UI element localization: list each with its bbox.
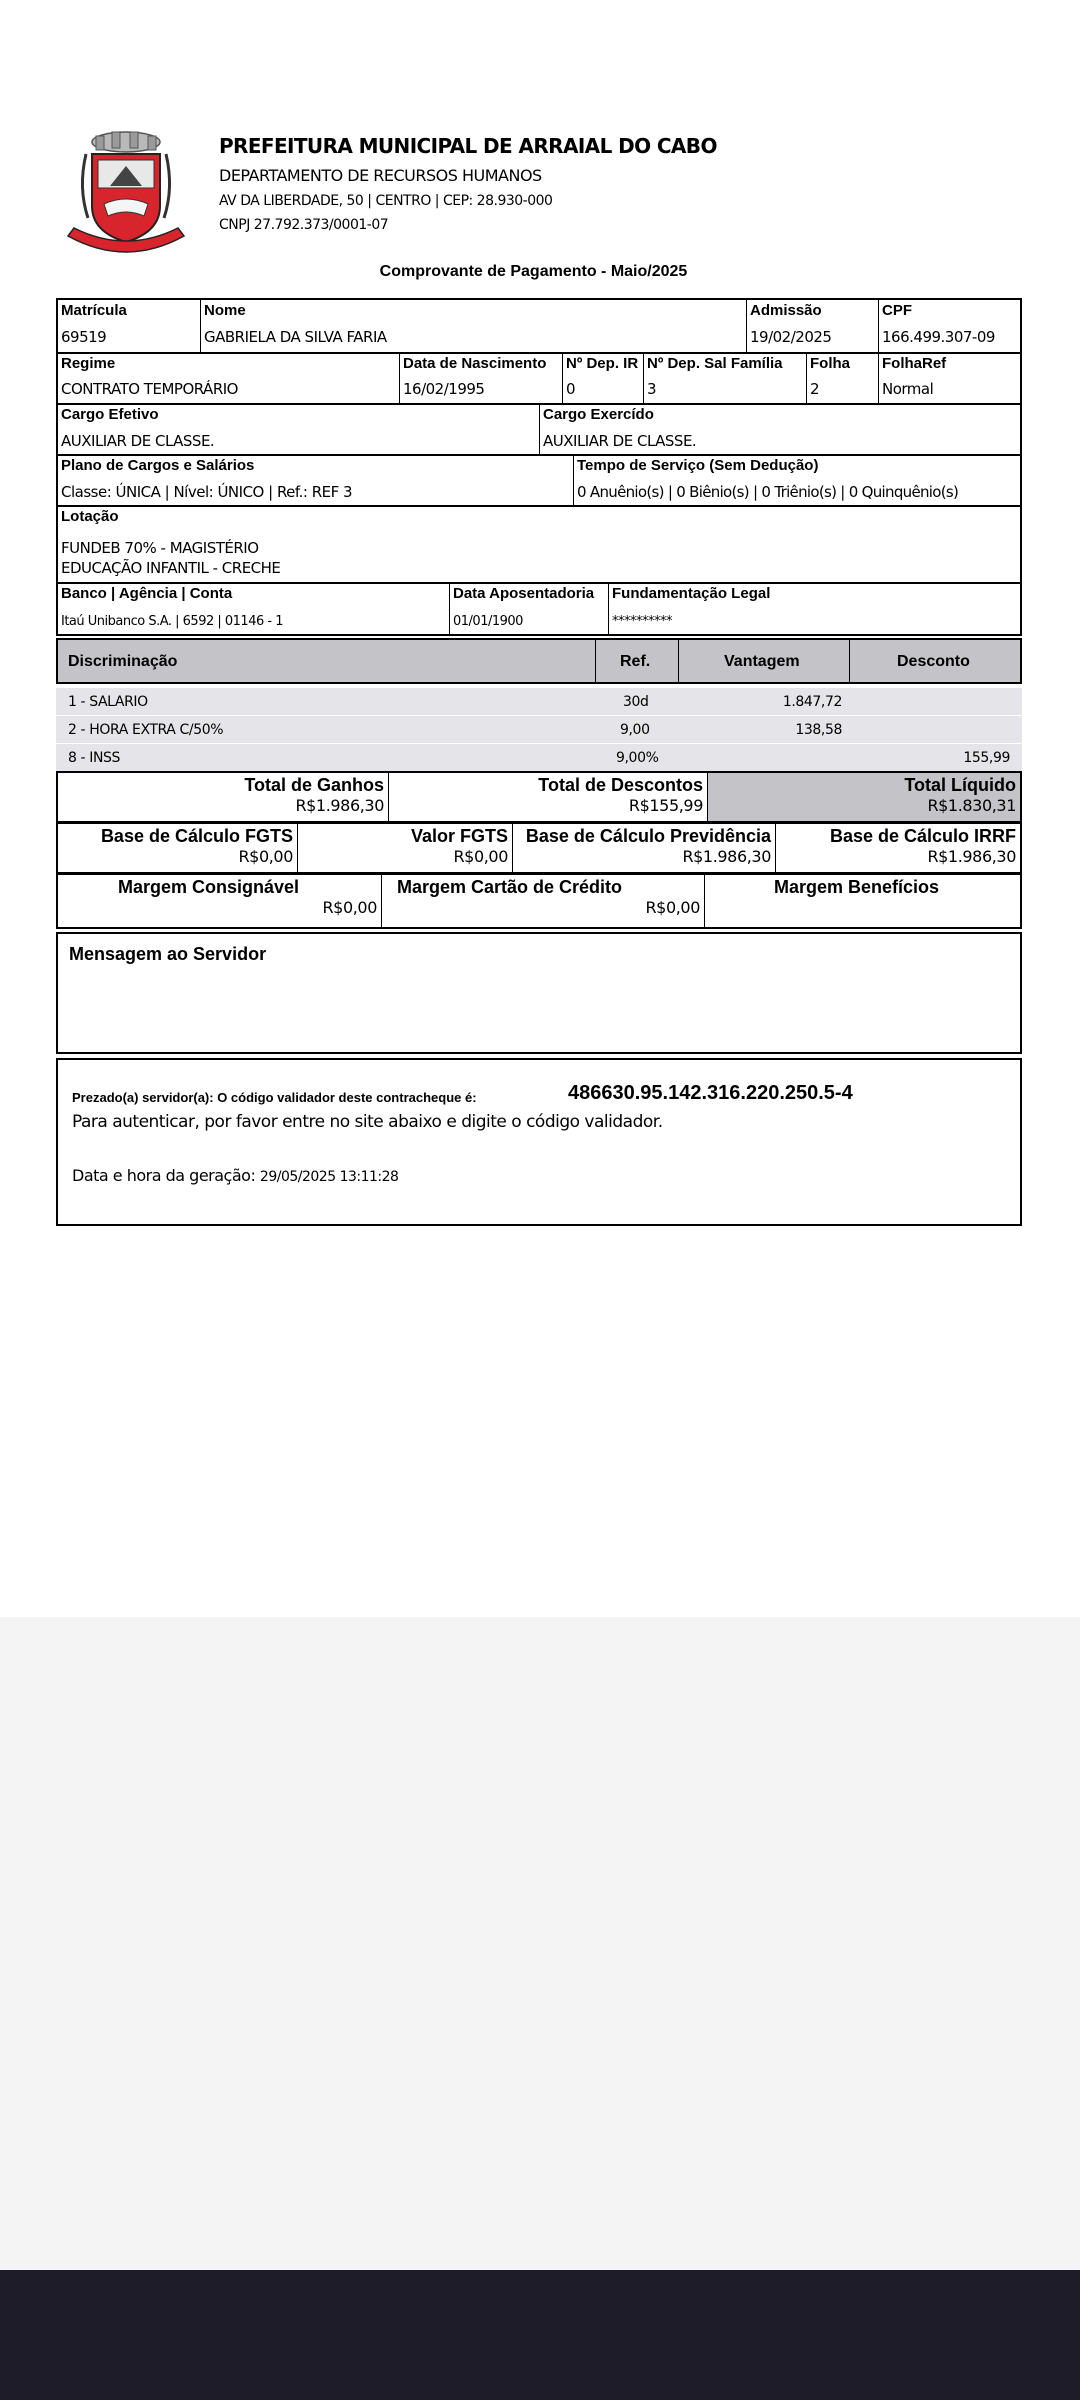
matricula-value: 69519 — [61, 328, 107, 346]
plano-cell — [58, 455, 574, 505]
folharef-label: FolhaRef — [882, 355, 947, 372]
servidor-info-table — [56, 298, 1022, 636]
row-desc: 2 - HORA EXTRA C/50% — [68, 722, 224, 738]
lotacao-cell — [58, 506, 1024, 582]
regime-value: CONTRATO TEMPORÁRIO — [61, 380, 238, 398]
fgts-valor-value: R$0,00 — [453, 847, 508, 866]
ref-header: Ref. — [620, 653, 651, 670]
cargo-efetivo-label: Cargo Efetivo — [61, 406, 159, 423]
prev-base-value: R$1.986,30 — [682, 847, 771, 866]
dep-ir-label: Nº Dep. IR — [566, 355, 639, 372]
total-descontos-label: Total de Descontos — [538, 775, 703, 795]
margem-consig-label: Margem Consignável — [118, 877, 300, 897]
row-vantagem: 138,58 — [795, 722, 842, 738]
validador-code: 486630.95.142.316.220.250.5-4 — [568, 1082, 853, 1104]
bottom-bar — [0, 2270, 1080, 2400]
address-line: AV DA LIBERDADE, 50 | CENTRO | CEP: 28.930-000 — [219, 193, 553, 209]
dep-sal-label: Nº Dep. Sal Família — [647, 355, 783, 372]
dep-ir-cell — [563, 353, 644, 403]
margem-consig-value: R$0,00 — [322, 898, 377, 917]
comprovante-title: Comprovante de Pagamento - Maio/2025 — [379, 263, 688, 280]
lotacao-label: Lotação — [61, 508, 119, 525]
row-desc: 1 - SALARIO — [68, 694, 148, 710]
folha-cell — [807, 353, 879, 403]
row-desc: 8 - INSS — [68, 750, 121, 766]
margem-consig-cell — [58, 875, 382, 927]
folharef-value: Normal — [882, 380, 934, 398]
prev-base-label: Base de Cálculo Previdência — [525, 826, 771, 846]
cpf-label: CPF — [882, 302, 912, 319]
bases-table — [56, 822, 1022, 874]
discriminacao-header — [56, 638, 1022, 684]
generation-label: Data e hora da geração: — [72, 1166, 260, 1185]
row-ref: 30d — [623, 694, 649, 710]
total-ganhos-cell — [58, 773, 389, 821]
cargo-exercido-cell — [540, 404, 1024, 454]
tempo-label: Tempo de Serviço (Sem Dedução) — [577, 457, 819, 474]
mensagem-title: Mensagem ao Servidor — [69, 944, 267, 964]
admissao-value: 19/02/2025 — [750, 328, 832, 346]
tempo-value: 0 Anuênio(s) | 0 Biênio(s) | 0 Triênio(s) | 0 Quinquênio(s) — [577, 483, 959, 501]
margem-cartao-label: Margem Cartão de Crédito — [397, 877, 623, 897]
desconto-header: Desconto — [897, 653, 970, 670]
row-ref: 9,00 — [620, 722, 650, 738]
fgts-valor-cell — [298, 824, 513, 872]
department-name: DEPARTAMENTO DE RECURSOS HUMANOS — [219, 166, 542, 185]
cargo-efetivo-cell — [58, 404, 540, 454]
irrf-base-label: Base de Cálculo IRRF — [829, 826, 1016, 846]
table-row — [56, 688, 1022, 715]
fgts-base-label: Base de Cálculo FGTS — [100, 826, 293, 846]
generation-datetime — [72, 1166, 398, 1185]
aposentadoria-value: 01/01/1900 — [453, 614, 523, 629]
margem-benef-cell — [705, 875, 1020, 927]
coat-of-arms-icon — [58, 128, 194, 258]
cpf-cell — [879, 300, 1024, 352]
validador-instruction: Para autenticar, por favor entre no site abaixo e digite o código validador. — [72, 1112, 663, 1132]
row-vantagem: 1.847,72 — [782, 694, 842, 710]
total-ganhos-label: Total de Ganhos — [244, 775, 384, 795]
fgts-base-value: R$0,00 — [238, 847, 293, 866]
prev-base-cell — [513, 824, 776, 872]
nome-value: GABRIELA DA SILVA FARIA — [204, 328, 387, 346]
totals-table — [56, 771, 1022, 823]
row-ref: 9,00% — [616, 750, 659, 766]
nascimento-value: 16/02/1995 — [403, 380, 485, 398]
total-liquido-value: R$1.830,31 — [927, 796, 1016, 815]
nome-cell — [201, 300, 747, 352]
dep-sal-value: 3 — [647, 380, 657, 398]
cnpj-line: CNPJ 27.792.373/0001-07 — [219, 217, 389, 233]
irrf-base-value: R$1.986,30 — [927, 847, 1016, 866]
cargo-efetivo-value: AUXILIAR DE CLASSE. — [61, 432, 215, 450]
folha-label: Folha — [810, 355, 850, 372]
aposentadoria-label: Data Aposentadoria — [453, 585, 595, 602]
margem-benef-label: Margem Benefícios — [774, 877, 940, 897]
vantagem-header: Vantagem — [724, 653, 800, 670]
regime-label: Regime — [61, 355, 116, 372]
fundamentacao-label: Fundamentação Legal — [612, 585, 771, 602]
blank-viewer-area — [0, 1617, 1080, 2270]
fgts-base-cell — [58, 824, 298, 872]
banco-value: Itaú Unibanco S.A. | 6592 | 01146 - 1 — [61, 614, 283, 629]
validador-box — [56, 1058, 1022, 1226]
aposentadoria-cell — [450, 583, 609, 636]
nascimento-label: Data de Nascimento — [403, 355, 547, 372]
cargo-exercido-value: AUXILIAR DE CLASSE. — [543, 432, 697, 450]
regime-cell — [58, 353, 400, 403]
matricula-cell — [58, 300, 201, 352]
dep-sal-cell — [644, 353, 807, 403]
lotacao-value-2: EDUCAÇÃO INFANTIL - CRECHE — [61, 559, 281, 577]
irrf-base-cell — [776, 824, 1020, 872]
fundamentacao-value: ********** — [612, 614, 672, 629]
plano-value: Classe: ÚNICA | Nível: ÚNICO | Ref.: REF 3 — [61, 483, 353, 501]
row-desconto: 155,99 — [963, 750, 1010, 766]
cpf-value: 166.499.307-09 — [882, 328, 995, 346]
nascimento-cell — [400, 353, 563, 403]
margem-cartao-value: R$0,00 — [645, 898, 700, 917]
total-liquido-cell — [708, 773, 1020, 821]
generation-value: 29/05/2025 13:11:28 — [259, 1169, 399, 1185]
fundamentacao-cell — [609, 583, 1024, 636]
lotacao-value-1: FUNDEB 70% - MAGISTÉRIO — [61, 539, 259, 557]
banco-label: Banco | Agência | Conta — [61, 585, 233, 602]
tempo-cell — [574, 455, 1024, 505]
desc-header: Discriminação — [68, 653, 178, 670]
folha-value: 2 — [810, 380, 820, 398]
admissao-cell — [747, 300, 879, 352]
validador-intro: Prezado(a) servidor(a): O código validador deste contracheque é: — [72, 1090, 477, 1105]
banco-cell — [58, 583, 450, 636]
dep-ir-value: 0 — [566, 380, 576, 398]
nome-label: Nome — [204, 302, 246, 319]
admissao-label: Admissão — [750, 302, 822, 319]
folharef-cell — [879, 353, 1024, 403]
cargo-exercido-label: Cargo Exercído — [543, 406, 654, 423]
total-liquido-label: Total Líquido — [904, 775, 1016, 795]
total-ganhos-value: R$1.986,30 — [295, 796, 384, 815]
margens-table — [56, 873, 1022, 929]
mensagem-box — [56, 932, 1022, 1054]
prefeitura-title: PREFEITURA MUNICIPAL DE ARRAIAL DO CABO — [219, 134, 717, 158]
margem-cartao-cell — [382, 875, 705, 927]
total-descontos-value: R$155,99 — [628, 796, 703, 815]
plano-label: Plano de Cargos e Salários — [61, 457, 255, 474]
matricula-label: Matrícula — [61, 302, 127, 319]
total-descontos-cell — [389, 773, 708, 821]
table-row — [56, 716, 1022, 743]
fgts-valor-label: Valor FGTS — [410, 826, 508, 846]
table-row — [56, 744, 1022, 771]
